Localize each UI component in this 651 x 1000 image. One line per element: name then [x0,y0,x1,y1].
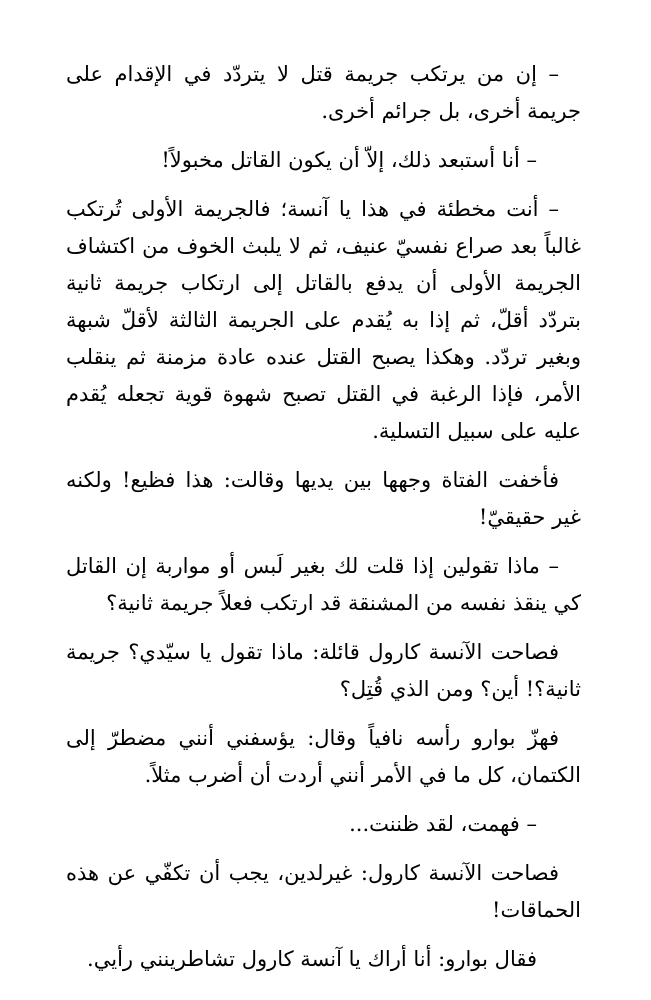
paragraph-2: – أنا أستبعد ذلك، إلاّ أن يكون القاتل مخبولاً! [161,148,537,172]
paragraph-10: فقال بوارو: أنا أراك يا آنسة كارول تشاطرينني رأيي. [87,947,537,971]
book-page [0,56,651,1000]
paragraph-1: – إن من يرتكب جريمة قتل لا يتردّد في الإقدام على جريمة أخرى، بل جرائم أخرى. [66,62,581,123]
paragraph-6: فصاحت الآنسة كارول قائلة: ماذا تقول يا سيّدي؟ جريمة ثانية؟! أين؟ ومن الذي قُتِل؟ [66,640,581,701]
paragraph-7: فهزّ بوارو رأسه نافياً وقال: يؤسفني أنني مضطرّ إلى الكتمان، كل ما في الأمر أنني أردت أن أضرب مثلاً. [66,726,581,787]
paragraph-3: – أنت مخطئة في هذا يا آنسة؛ فالجريمة الأولى تُرتكب غالباً بعد صراع نفسيّ عنيف، ثم لا يلبث الخوف من اكتشاف الجريمة الأولى أن يدفع بالقاتل إلى ارتكاب جريمة ثانية بتردّد أقلّ، ثم إذا به يُقدم على الجريمة الثالثة لأقلّ شبهة وبغير تردّد. وهكذا يصبح القتل عنده عادة مزمنة ثم ينقلب الأمر، فإذا الرغبة في القتل تصبح شهوة قوية تجعله يُقدم عليه على سبيل التسلية. [66,197,581,443]
paragraph-4: فأخفت الفتاة وجهها بين يديها وقالت: هذا فظيع! ولكنه غير حقيقيّ! [66,468,581,529]
paragraph-8: – فهمت، لقد ظننت... [349,812,537,836]
paragraph-9: فصاحت الآنسة كارول: غيرلدين، يجب أن تكفّي عن هذه الحماقات! [66,861,581,922]
paragraph-5: – ماذا تقولين إذا قلت لك بغير لَبس أو مواربة إن القاتل كي ينقذ نفسه من المشنقة قد ارتكب فعلاً جريمة ثانية؟ [66,554,581,615]
